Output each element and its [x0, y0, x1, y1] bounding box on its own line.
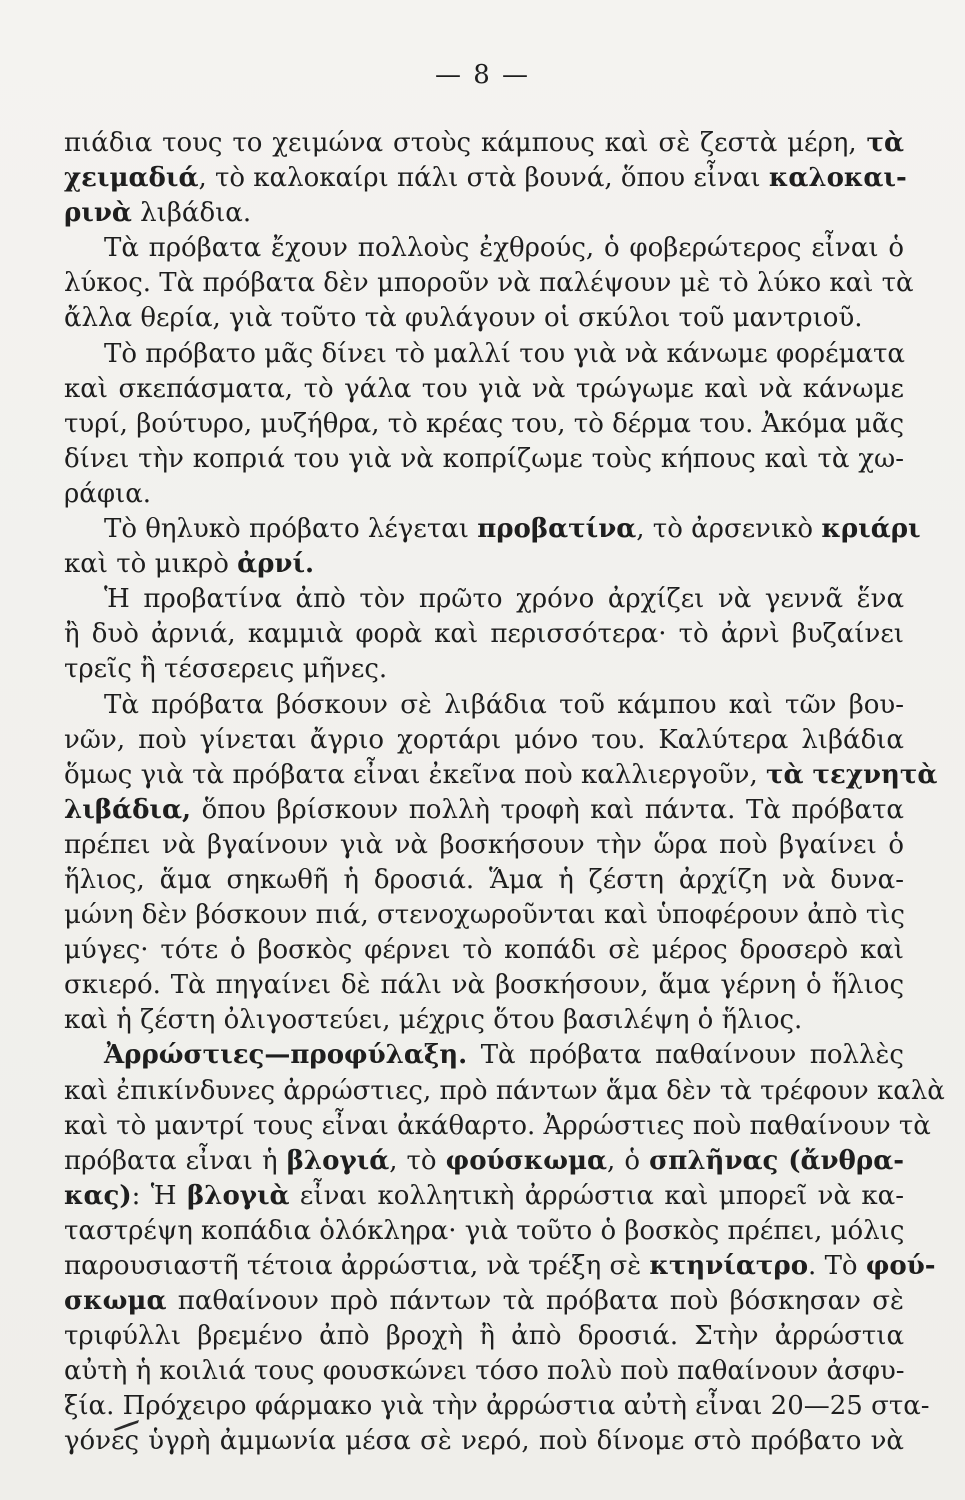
text-run: , τὸ [389, 1145, 446, 1176]
text-line [64, 196, 904, 231]
text-line [64, 793, 904, 828]
text-run: καὶ τὸ μικρὸ [64, 549, 238, 580]
text-run: καὶ τὸ μαντρί τους εἶναι ἀκάθαρτο. Ἀρρώστιες ποὺ παθαίνουν τὰ [64, 1110, 931, 1141]
text-line [64, 442, 904, 477]
bold-term: Ἀρρώστιες—προφύλαξη. [104, 1040, 468, 1071]
text-run: . Τὸ [808, 1251, 866, 1281]
bold-term: βλογιὰ [186, 1180, 290, 1211]
text-run: πρόβατα εἶναι ἡ [64, 1145, 287, 1176]
bold-term: ἀρνί. [237, 549, 315, 580]
text-run: καὶ σκεπάσματα, τὸ γάλα του γιὰ νὰ τρώγωμε καὶ νὰ κάνωμε [64, 373, 904, 404]
text-run: Τὰ πρόβατα παθαίνουν πολλὲς [467, 1040, 904, 1071]
text-run: ταστρέψη κοπάδια ὁλόκληρα· γιὰ τοῦτο ὁ βοσκὸς πρέπει, μόλις [64, 1215, 905, 1246]
text-line [64, 863, 904, 898]
text-run: λιβάδια. [131, 198, 252, 229]
bold-term: χειμαδιά [64, 163, 199, 194]
text-line [64, 758, 938, 793]
text-run: Ἡ προβατίνα ἀπὸ τὸν πρῶτο χρόνο ἀρχίζει νὰ γεννᾶ ἕνα [104, 584, 904, 615]
text-line [64, 1003, 904, 1038]
text-run: μύγες· τότε ὁ βοσκὸς φέρνει τὸ κοπάδι σὲ μέρος δροσερὸ καὶ [64, 935, 904, 966]
text-run: παρουσιαστῆ τέτοια ἀρρώστια, νὰ τρέξη σὲ [64, 1251, 650, 1281]
text-line [64, 512, 921, 547]
text-line [64, 1284, 904, 1319]
text-line [64, 301, 904, 336]
text-run: : Ἡ [131, 1180, 187, 1211]
text-line [64, 337, 904, 372]
bold-term: σπλῆνας (ἄνθρα- [649, 1145, 904, 1176]
text-run: , τὸ καλοκαίρι πάλι στὰ βουνά, ὅπου εἶναι [198, 163, 769, 194]
text-run: ὅμως γιὰ τὰ πρόβατα εἶναι ἐκεῖνα ποὺ καλλιεργοῦν, [64, 759, 766, 790]
text-run: σκιερό. Τὰ πηγαίνει δὲ πάλι νὰ βοσκήσουν, ἅμα γέρνη ὁ ἥλιος [64, 970, 904, 1001]
text-run: ξία. Πρόχειρο φάρμακο γιὰ τὴν ἀρρώστια αὐτὴ εἶναι 20—25 στα- [64, 1391, 930, 1422]
text-line [64, 1214, 904, 1249]
text-line [64, 547, 904, 582]
text-line [64, 933, 904, 968]
bold-term: φού- [865, 1251, 936, 1281]
text-line [64, 723, 904, 758]
text-line [64, 1144, 904, 1179]
text-run: λύκος. Τὰ πρόβατα δὲν μποροῦν νὰ παλέψουν μὲ τὸ λύκο καὶ τὰ [64, 268, 914, 299]
text-run: ἥλιος, ἅμα σηκωθῆ ἡ δροσιά. Ἅμα ἡ ζέστη ἀρχίζη νὰ δυνα- [64, 864, 904, 895]
text-run: νῶν, ποὺ γίνεται ἄγριο χορτάρι μόνο του. Καλύτερα λιβάδια [64, 724, 904, 755]
text-run: ὅπου βρίσκουν πολλὴ τροφὴ καὶ πάντα. Τὰ πρόβατα [191, 794, 904, 825]
text-run: πρέπει νὰ βγαίνουν γιὰ νὰ βοσκήσουν τὴν ὥρα ποὺ βγαίνει ὁ [64, 829, 904, 860]
text-line [64, 126, 904, 161]
text-run: αὐτὴ ἡ κοιλιά τους φουσκώνει τόσο πολὺ ποὺ παθαίνουν ἀσφυ- [64, 1356, 905, 1387]
bold-term: λιβάδια, [64, 794, 192, 825]
text-run: παθαίνουν πρὸ πάντων τὰ πρόβατα ποὺ βόσκησαν σὲ [166, 1286, 904, 1317]
text-line [64, 372, 904, 407]
ink-smudge [112, 1418, 142, 1432]
text-run: πιάδια τους το χειμώνα στοὺς κάμπους καὶ σὲ ζεστὰ μέρη, [64, 128, 867, 158]
bold-term: τὰ τεχνητὰ [766, 759, 938, 790]
text-line [64, 1354, 904, 1389]
bold-term: προβατίνα [477, 514, 637, 545]
text-run: γόνες ὑγρὴ ἀμμωνία μέσα σὲ νερό, ποὺ δίνομε στὸ πρόβατο νὰ [64, 1426, 904, 1457]
bold-term: φούσκωμα [445, 1145, 608, 1176]
bold-term: κριάρι [821, 514, 921, 545]
text-line [64, 266, 914, 301]
text-line [64, 898, 904, 933]
bold-term: σκωμα [64, 1286, 167, 1317]
bold-term: τὰ [866, 128, 904, 158]
text-line [64, 652, 904, 687]
text-line [64, 1179, 904, 1214]
text-line [64, 407, 904, 442]
text-line [64, 477, 904, 512]
bold-term: ρινὰ [64, 198, 132, 229]
text-run: ἢ δυὸ ἀρνιά, καμμιὰ φορὰ καὶ περισσότερα· τὸ ἀρνὶ βυζαίνει [64, 619, 904, 650]
text-run: , ὁ [607, 1145, 650, 1176]
text-run: ράφια. [64, 478, 152, 509]
text-run: ἄλλα θερία, γιὰ τοῦτο τὰ φυλάγουν οἱ σκύλοι τοῦ μαντριοῦ. [64, 303, 863, 334]
text-line [64, 688, 904, 723]
text-line [64, 161, 907, 196]
text-run: Τὰ πρόβατα βόσκουν σὲ λιβάδια τοῦ κάμπου καὶ τῶν βου- [104, 689, 904, 720]
text-run: Τὸ θηλυκὸ πρόβατο λέγεται [104, 514, 478, 545]
text-line [64, 968, 904, 1003]
text-run: τυρί, βούτυρο, μυζήθρα, τὸ κρέας του, τὸ δέρμα του. Ἀκόμα μᾶς [64, 408, 905, 439]
text-run: καὶ ἐπικίνδυνες ἀρρώστιες, πρὸ πάντων ἅμα δὲν τὰ τρέφουν καλὰ [64, 1075, 945, 1106]
text-run: καὶ ἡ ζέστη ὀλιγοστεύει, μέχρις ὅτου βασιλέψη ὁ ἥλιος. [64, 1005, 803, 1036]
text-line [64, 231, 904, 266]
text-run: εἶναι κολλητικὴ ἀρρώστια καὶ μπορεῖ νὰ κα- [289, 1180, 904, 1211]
page-number: — 8 — [434, 60, 531, 90]
bold-term: κας) [64, 1180, 132, 1211]
bold-term: καλοκαι- [768, 163, 907, 194]
text-line [64, 1249, 936, 1284]
text-line [64, 1038, 904, 1073]
bold-term: κτηνίατρο [649, 1251, 809, 1281]
text-run: τρεῖς ἢ τέσσερεις μῆνες. [64, 654, 388, 685]
text-line [64, 1109, 931, 1144]
text-run: Τὰ πρόβατα ἔχουν πολλοὺς ἐχθρούς, ὁ φοβερώτερος εἶναι ὁ [104, 233, 904, 264]
bold-term: βλογιά [286, 1145, 390, 1176]
text-line [64, 1074, 945, 1109]
text-line [64, 617, 904, 652]
text-line [64, 1424, 904, 1459]
text-run: τριφύλλι βρεμένο ἀπὸ βροχὴ ἢ ἀπὸ δροσιά. Στὴν ἀρρώστια [64, 1321, 904, 1352]
text-run: μώνη δὲν βόσκουν πιά, στενοχωροῦνται καὶ ὑποφέρουν ἀπὸ τὶς [64, 900, 905, 931]
text-run: δίνει τὴν κοπριά του γιὰ νὰ κοπρίζωμε τοὺς κήπους καὶ τὰ χω- [64, 443, 904, 474]
text-line [64, 582, 904, 617]
text-run: , τὸ ἀρσενικὸ [636, 514, 822, 545]
text-line [64, 1389, 930, 1424]
body-text [64, 126, 945, 1460]
text-run: Τὸ πρόβατο μᾶς δίνει τὸ μαλλί του γιὰ νὰ κάνωμε φορέματα [104, 338, 905, 369]
text-line [64, 828, 904, 863]
text-line [64, 1319, 904, 1354]
